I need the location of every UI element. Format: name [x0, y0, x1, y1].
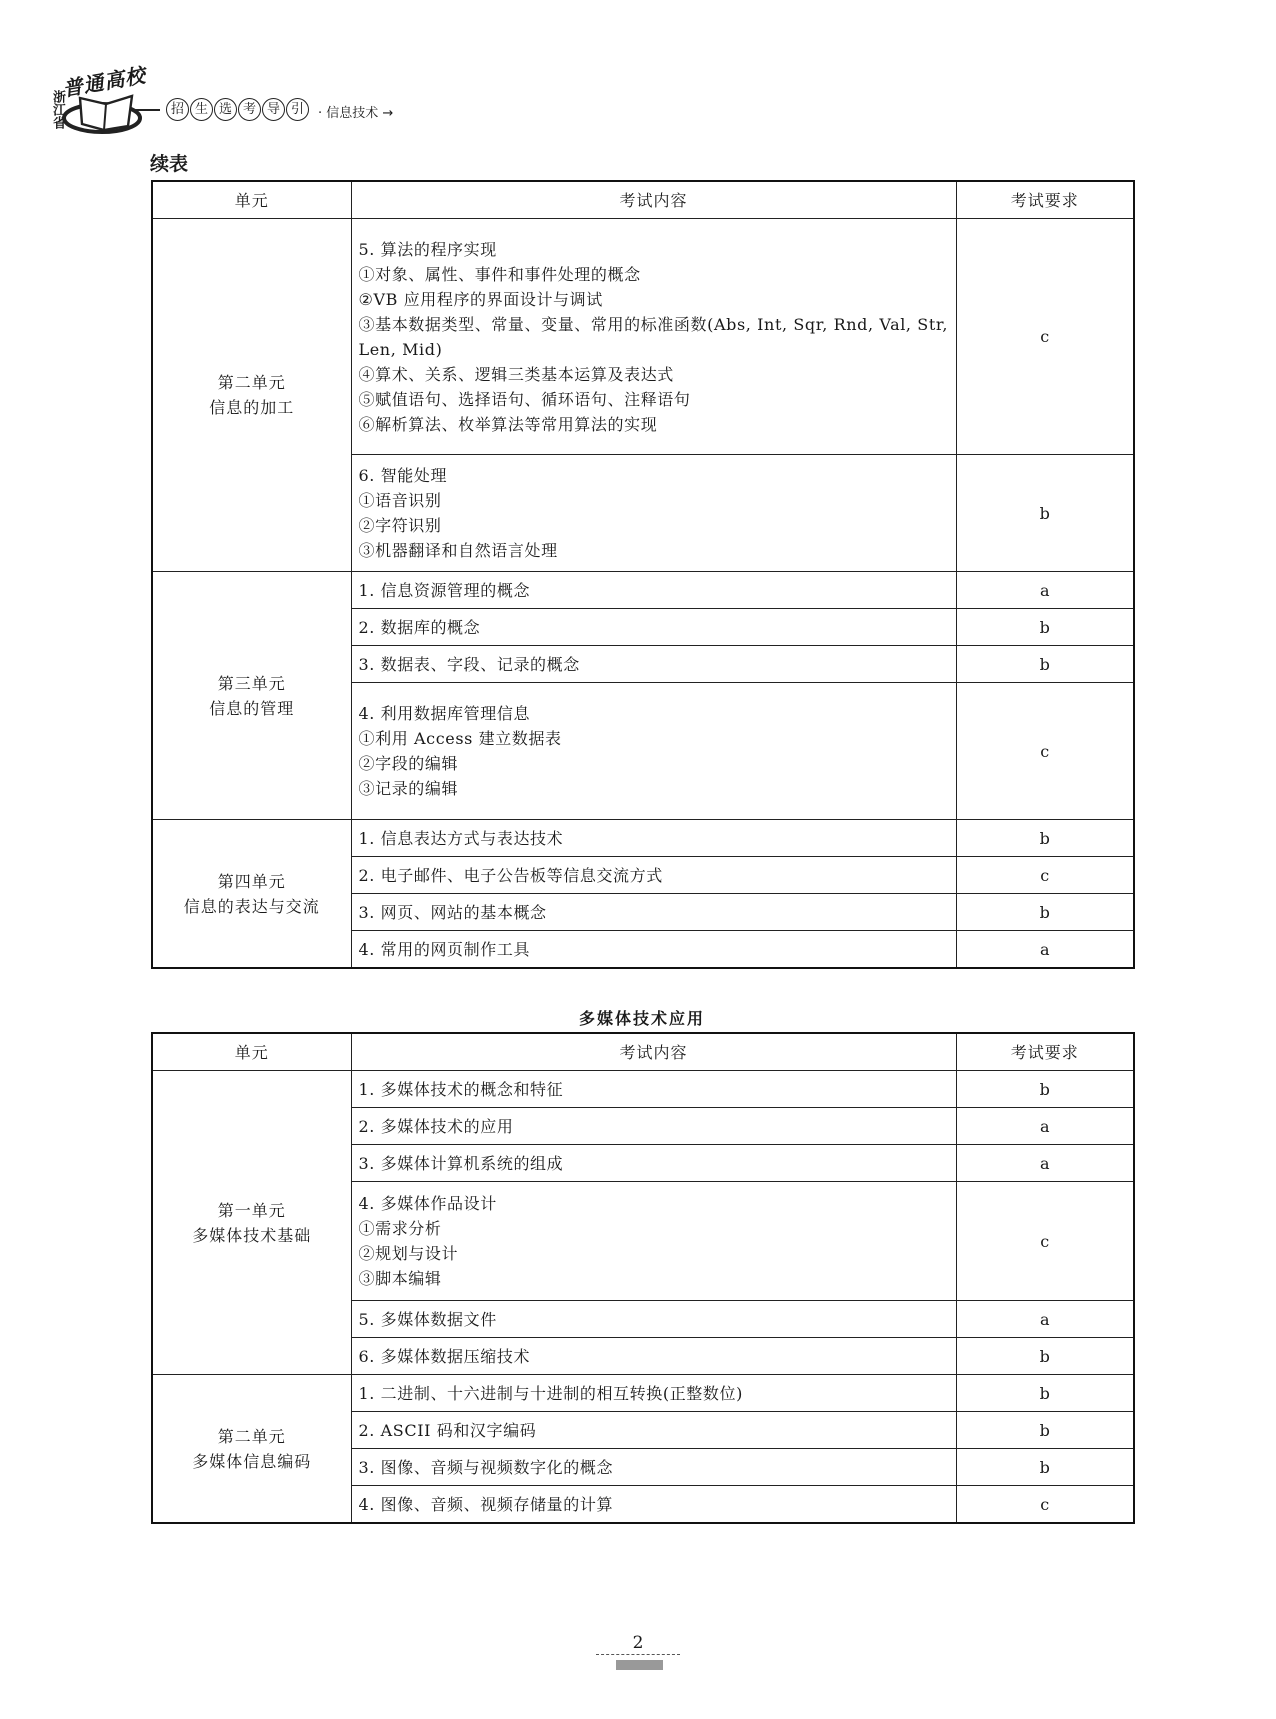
page-number-bar — [616, 1660, 663, 1670]
content-line: ①利用 Access 建立数据表 — [358, 729, 562, 748]
requirement-cell: b — [956, 1449, 1134, 1486]
requirement-cell: c — [956, 1182, 1134, 1301]
requirement-cell: a — [956, 1145, 1134, 1182]
content-line: ⑥解析算法、枚举算法等常用算法的实现 — [358, 414, 658, 434]
page-number: 2 — [632, 1633, 644, 1653]
header-requirement: 考试要求 — [956, 1033, 1134, 1071]
requirement-cell: c — [956, 1486, 1134, 1524]
unit-title: 信息的表达与交流 — [183, 896, 320, 916]
header-unit: 单元 — [152, 181, 351, 219]
table-row — [152, 1071, 1134, 1108]
book-logo-icon — [62, 90, 162, 134]
page-header — [46, 60, 426, 135]
content-line: ②字段的编辑 — [358, 754, 459, 773]
requirement-cell: a — [956, 572, 1134, 609]
content-cell — [351, 683, 956, 820]
content-cell: 3. 数据表、字段、记录的概念 — [351, 646, 956, 683]
content-line: ②VB 应用程序的界面设计与调试 — [358, 289, 603, 309]
content-line: 5. 算法的程序实现 — [358, 239, 497, 259]
syllabus-table-1 — [151, 180, 1135, 969]
content-line: ①对象、属性、事件和事件处理的概念 — [358, 264, 641, 284]
content-cell: 2. 多媒体技术的应用 — [351, 1108, 956, 1145]
header-series — [166, 98, 309, 121]
series-char: 生 — [190, 98, 213, 121]
multimedia-section-title: 多媒体技术应用 — [578, 1009, 705, 1028]
requirement-cell: b — [956, 820, 1134, 857]
requirement-cell: b — [956, 894, 1134, 931]
page-number-dashed-line — [596, 1654, 680, 1655]
unit-cell — [152, 219, 351, 572]
table-row — [152, 1375, 1134, 1412]
requirement-cell: a — [956, 1301, 1134, 1338]
unit-number: 第三单元 — [217, 673, 286, 693]
content-cell: 4. 常用的网页制作工具 — [351, 931, 956, 969]
header-content: 考试内容 — [351, 181, 956, 219]
content-cell: 4. 图像、音频、视频存储量的计算 — [351, 1486, 956, 1524]
content-line: 4. 利用数据库管理信息 — [358, 704, 531, 723]
content-line: ③脚本编辑 — [358, 1269, 442, 1288]
content-cell: 3. 网页、网站的基本概念 — [351, 894, 956, 931]
content-line: ③基本数据类型、常量、变量、常用的标准函数(Abs, Int, Sqr, Rnd, Val, Str, Len, Mid) — [358, 314, 949, 359]
content-cell: 1. 信息资源管理的概念 — [351, 572, 956, 609]
requirement-cell: a — [956, 1108, 1134, 1145]
header-requirement: 考试要求 — [956, 181, 1134, 219]
content-cell: 3. 图像、音频与视频数字化的概念 — [351, 1449, 956, 1486]
unit-number: 第四单元 — [217, 871, 286, 891]
table-row — [152, 219, 1134, 455]
header-top-text: 普通高校 — [60, 62, 148, 102]
content-line: ①语音识别 — [358, 491, 442, 510]
series-char: 招 — [166, 98, 189, 121]
requirement-cell: b — [956, 455, 1134, 572]
content-line: ②规划与设计 — [358, 1244, 459, 1263]
table-row — [152, 572, 1134, 609]
series-char: 选 — [214, 98, 237, 121]
content-cell: 1. 二进制、十六进制与十进制的相互转换(正整数位) — [351, 1375, 956, 1412]
unit-cell — [152, 1071, 351, 1375]
syllabus-table-2 — [151, 1032, 1135, 1524]
requirement-cell: c — [956, 683, 1134, 820]
header-unit: 单元 — [152, 1033, 351, 1071]
content-cell: 2. ASCII 码和汉字编码 — [351, 1412, 956, 1449]
content-cell: 2. 电子邮件、电子公告板等信息交流方式 — [351, 857, 956, 894]
content-line: ③机器翻译和自然语言处理 — [358, 541, 558, 560]
content-line: ⑤赋值语句、选择语句、循环语句、注释语句 — [358, 389, 691, 409]
unit-cell — [152, 572, 351, 820]
unit-cell — [152, 1375, 351, 1524]
series-char: 考 — [238, 98, 261, 121]
header-province: 浙江省 — [50, 90, 65, 129]
unit-title: 多媒体信息编码 — [192, 1451, 312, 1471]
content-line: 4. 多媒体作品设计 — [358, 1194, 497, 1213]
content-line: ③记录的编辑 — [358, 779, 459, 798]
content-cell — [351, 1182, 956, 1301]
table-row — [152, 820, 1134, 857]
unit-number: 第二单元 — [217, 1426, 286, 1446]
unit-title: 多媒体技术基础 — [192, 1225, 312, 1245]
content-line: ①需求分析 — [358, 1219, 442, 1238]
unit-title: 信息的管理 — [209, 698, 295, 718]
unit-number: 第二单元 — [217, 373, 286, 392]
content-cell: 3. 多媒体计算机系统的组成 — [351, 1145, 956, 1182]
series-char: 导 — [262, 98, 285, 121]
content-line: 6. 智能处理 — [358, 466, 448, 485]
content-cell: 6. 多媒体数据压缩技术 — [351, 1338, 956, 1375]
unit-number: 第一单元 — [217, 1200, 286, 1220]
content-cell — [351, 219, 956, 455]
content-line: ④算术、关系、逻辑三类基本运算及表达式 — [358, 364, 674, 384]
requirement-cell: a — [956, 931, 1134, 969]
continued-table-title: 续表 — [150, 153, 189, 175]
requirement-cell: b — [956, 1338, 1134, 1375]
header-subject: · 信息技术 → — [318, 106, 394, 121]
table-header-row — [152, 181, 1134, 219]
content-line: ②字符识别 — [358, 516, 442, 535]
requirement-cell: b — [956, 646, 1134, 683]
content-cell: 5. 多媒体数据文件 — [351, 1301, 956, 1338]
series-char: 引 — [286, 98, 309, 121]
unit-title: 信息的加工 — [209, 398, 295, 417]
requirement-cell: b — [956, 1071, 1134, 1108]
content-cell — [351, 455, 956, 572]
table-header-row — [152, 1033, 1134, 1071]
content-cell: 1. 多媒体技术的概念和特征 — [351, 1071, 956, 1108]
requirement-cell: b — [956, 609, 1134, 646]
requirement-cell: c — [956, 219, 1134, 455]
requirement-cell: b — [956, 1412, 1134, 1449]
unit-cell — [152, 820, 351, 969]
content-cell: 1. 信息表达方式与表达技术 — [351, 820, 956, 857]
requirement-cell: c — [956, 857, 1134, 894]
content-cell: 2. 数据库的概念 — [351, 609, 956, 646]
header-content: 考试内容 — [351, 1033, 956, 1071]
requirement-cell: b — [956, 1375, 1134, 1412]
